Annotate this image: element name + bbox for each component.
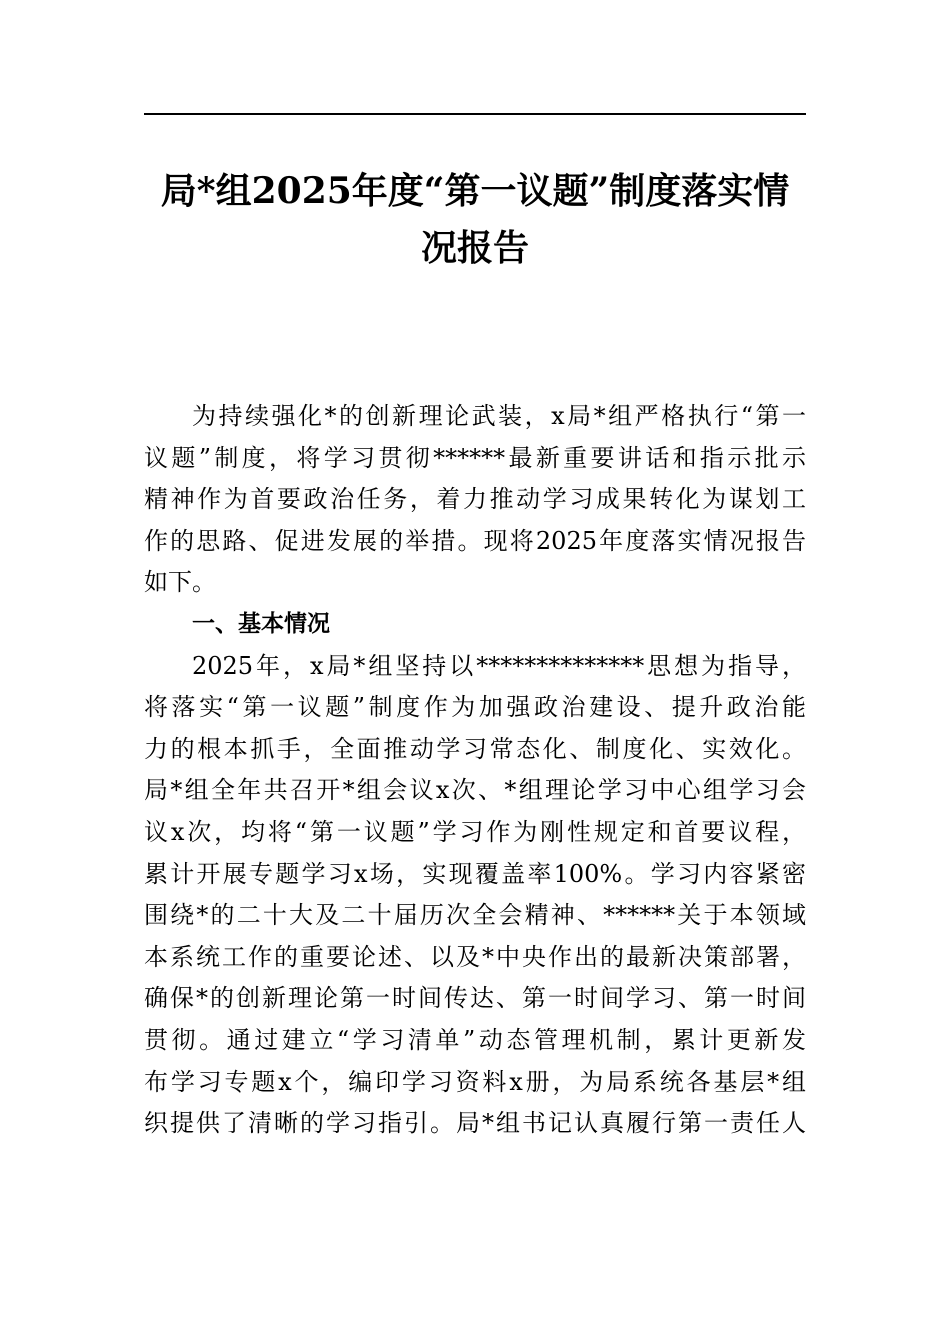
paragraph-line: 围绕*的二十大及二十届历次全会精神、******关于本领域 <box>144 901 806 930</box>
paragraph-line: 贯彻。通过建立“学习清单”动态管理机制，累计更新发 <box>144 1025 806 1054</box>
paragraph-line: 精神作为首要政治任务，着力推动学习成果转化为谋划工 <box>144 485 806 514</box>
paragraph-line: 如下。 <box>144 568 216 597</box>
paragraph-line: 2025年，x局*组坚持以**************思想为指导， <box>192 651 806 680</box>
document-body <box>144 396 806 1145</box>
paragraph-line: 局*组全年共召开*组会议x次、*组理论学习中心组学习会 <box>144 776 806 805</box>
paragraph-line: 织提供了清晰的学习指引。局*组书记认真履行第一责任人 <box>144 1109 806 1138</box>
intro-paragraph <box>144 396 806 604</box>
paragraph-line: 为持续强化*的创新理论武装，x局*组严格执行“第一 <box>192 402 806 430</box>
paragraph-line: 本系统工作的重要论述、以及*中央作出的最新决策部署， <box>144 942 806 971</box>
paragraph-line: 议题”制度，将学习贯彻******最新重要讲话和指示批示 <box>144 443 806 472</box>
paragraph-line: 将落实“第一议题”制度作为加强政治建设、提升政治能 <box>144 693 806 722</box>
document-title-line-1: 局*组2025年度“第一议题”制度落实情 <box>160 170 790 212</box>
paragraph-line: 作的思路、促进发展的举措。现将2025年度落实情况报告 <box>144 526 806 555</box>
header-rule <box>144 113 806 115</box>
section-heading-basic-situation: 一、基本情况 <box>192 610 330 637</box>
document-title-line-2: 况报告 <box>420 227 529 269</box>
paragraph-line: 确保*的创新理论第一时间传达、第一时间学习、第一时间 <box>144 984 806 1013</box>
document-title <box>144 163 806 277</box>
paragraph-line: 累计开展专题学习x场，实现覆盖率100%。学习内容紧密 <box>144 859 806 888</box>
paragraph-line: 布学习专题x个，编印学习资料x册，为局系统各基层*组 <box>144 1067 806 1096</box>
paragraph-line: 议x次，均将“第一议题”学习作为刚性规定和首要议程， <box>144 817 806 846</box>
section1-paragraph <box>144 646 806 1145</box>
paragraph-line: 力的根本抓手，全面推动学习常态化、制度化、实效化。 <box>144 734 806 763</box>
